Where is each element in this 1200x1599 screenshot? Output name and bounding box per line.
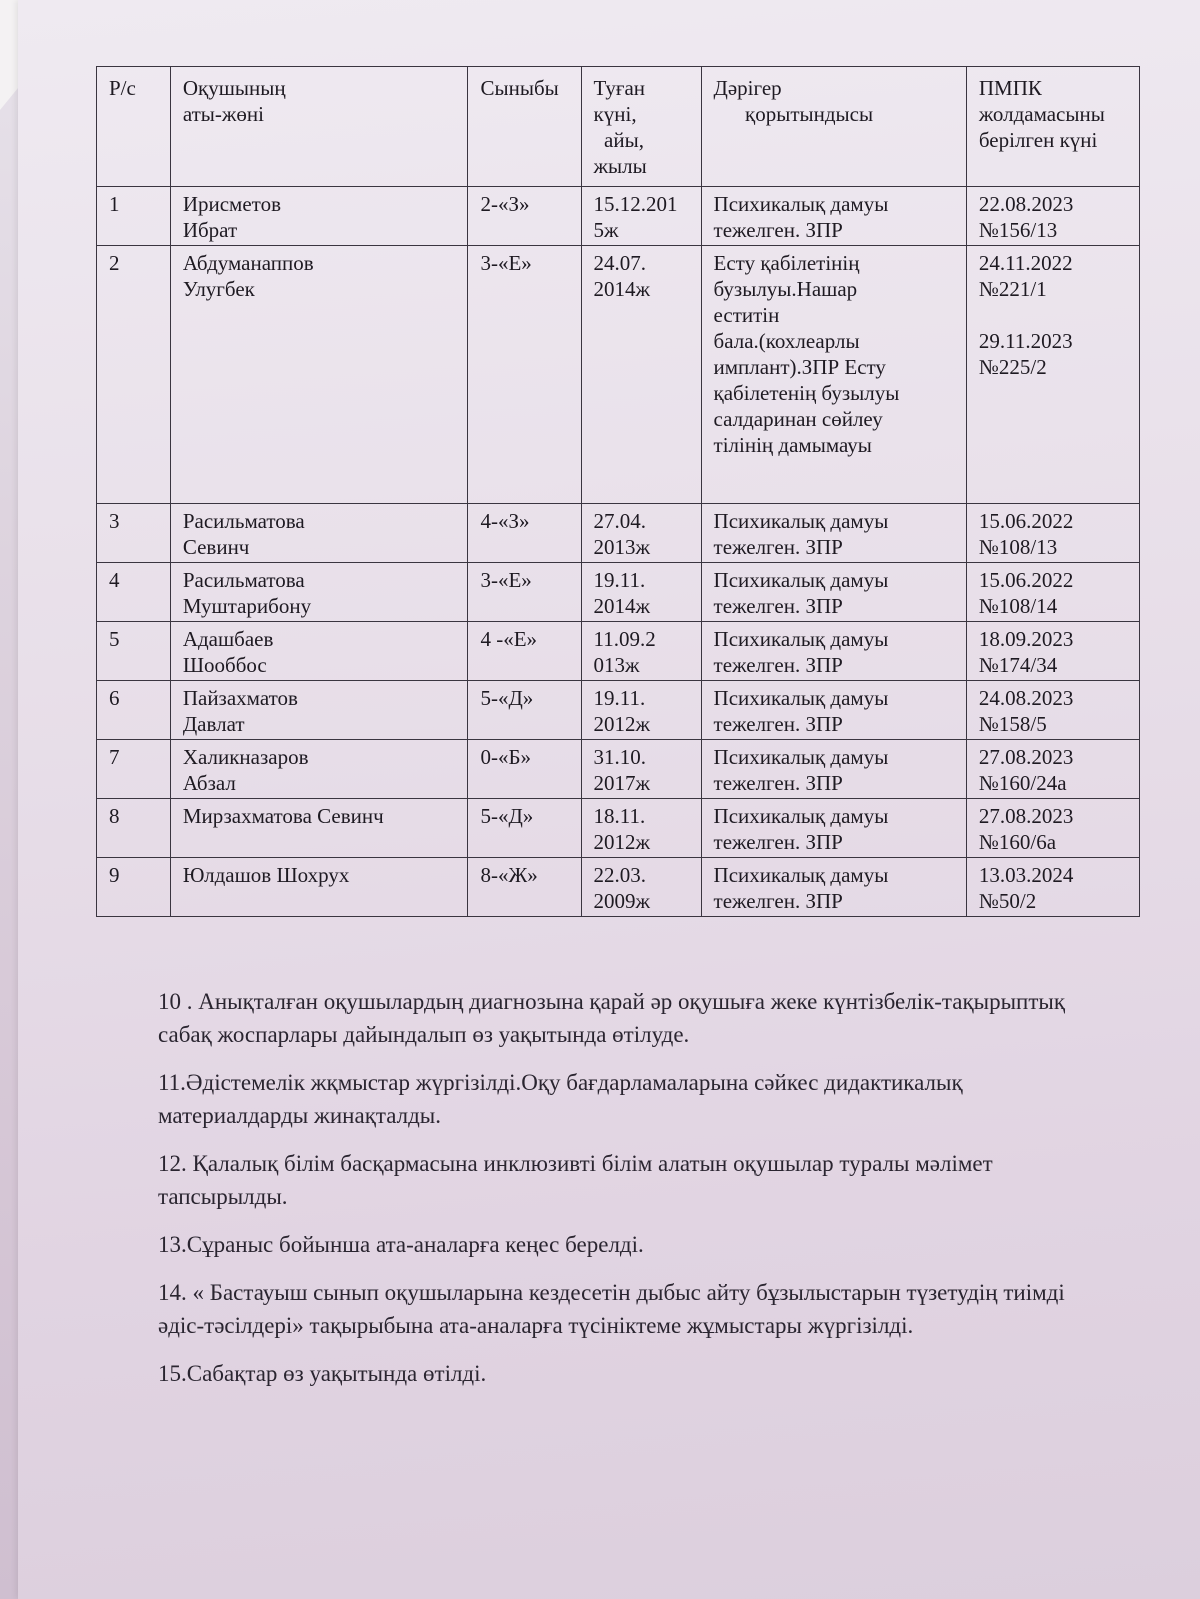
- student-name: Пайзахматов Давлат: [182, 686, 298, 736]
- table-body: [97, 187, 1140, 917]
- row-number: 8: [109, 804, 120, 828]
- student-name-cell: [170, 681, 468, 740]
- row-number: 4: [109, 568, 120, 592]
- pmpk-date: 24.08.2023 №158/5: [978, 686, 1074, 736]
- doctor-conclusion: Психикалық дамуы тежелген. ЗПР: [713, 192, 889, 242]
- pmpk-date: 27.08.2023 №160/6а: [978, 804, 1074, 854]
- report-paragraph: 12. Қалалық білім басқармасына инклюзивті білім алатын оқушылар туралы мәлімет тапсырылды.: [158, 1151, 993, 1209]
- doctor-conclusion: Психикалық дамуы тежелген. ЗПР: [713, 745, 889, 795]
- table-row: [97, 563, 1140, 622]
- row-number: 2: [109, 251, 120, 275]
- header-class: Сыныбы: [468, 67, 581, 187]
- row-number: 3: [109, 509, 120, 533]
- student-name-cell: [170, 187, 468, 246]
- student-name: Ирисметов Ибрат: [182, 192, 281, 242]
- student-class-cell: [468, 563, 581, 622]
- student-name-cell: [170, 799, 468, 858]
- doctor-conclusion-cell: [701, 187, 966, 246]
- row-number: 7: [109, 745, 120, 769]
- student-class-cell: [468, 740, 581, 799]
- student-name-cell: [170, 563, 468, 622]
- pmpk-date-cell: [966, 858, 1139, 917]
- student-class: 2-«З»: [480, 192, 530, 216]
- student-class: 5-«Д»: [480, 686, 534, 710]
- doctor-conclusion-cell: [701, 563, 966, 622]
- pmpk-date-cell: [966, 504, 1139, 563]
- doctor-conclusion-cell: [701, 740, 966, 799]
- table-row: [97, 681, 1140, 740]
- header-birth: Туған күні, айы, жылы: [581, 67, 701, 187]
- student-name: Абдуманаппов Улугбек: [182, 251, 314, 301]
- birth-date-cell: [581, 858, 701, 917]
- doctor-conclusion: Психикалық дамуы тежелген. ЗПР: [713, 627, 889, 677]
- birth-date-cell: [581, 681, 701, 740]
- header-no: Р/с: [97, 67, 171, 187]
- student-name-cell: [170, 504, 468, 563]
- header-diagnosis: Дәрігер қорытындысы: [701, 67, 966, 187]
- pmpk-date: 22.08.2023 №156/13: [978, 192, 1074, 242]
- row-number: 6: [109, 686, 120, 710]
- birth-date: 18.11. 2012ж: [593, 804, 651, 854]
- birth-date-cell: [581, 799, 701, 858]
- table-row: [97, 622, 1140, 681]
- student-class: 4-«З»: [480, 509, 530, 533]
- student-class: 3-«Е»: [480, 251, 532, 275]
- student-name-cell: [170, 246, 468, 504]
- doctor-conclusion-cell: [701, 246, 966, 504]
- birth-date: 27.04. 2013ж: [593, 509, 651, 559]
- pmpk-date: 24.11.2022 №221/1: [978, 251, 1073, 301]
- row-number: 9: [109, 863, 120, 887]
- birth-date-cell: [581, 563, 701, 622]
- birth-date-cell: [581, 622, 701, 681]
- student-name: Юлдашов Шохрух: [182, 863, 350, 887]
- pmpk-date-cell: [966, 187, 1139, 246]
- pmpk-spacer: [979, 302, 1129, 328]
- table-header: [97, 67, 1140, 187]
- doctor-conclusion-cell: [701, 681, 966, 740]
- pmpk-date: 15.06.2022 №108/13: [978, 509, 1074, 559]
- student-name: Адашбаев Шооббос: [182, 627, 274, 677]
- table-row: [97, 187, 1140, 246]
- student-name-cell: [170, 858, 468, 917]
- table-row: [97, 858, 1140, 917]
- birth-date-cell: [581, 246, 701, 504]
- birth-date-cell: [581, 504, 701, 563]
- row-number-cell: [97, 740, 171, 799]
- row-number-cell: [97, 799, 171, 858]
- report-paragraph: 14. « Бастауыш сынып оқушыларына кездесетін дыбыс айту бұзылыстарын түзетудің тиімді әдіс-тәсілдері» тақырыбына ата-аналарға түсініктеме жұмыстары жүргізілді.: [158, 1280, 1065, 1338]
- pmpk-date-cell: [966, 622, 1139, 681]
- doctor-conclusion: Есту қабілетінің бузылуы.Нашар еститін бала.(кохлеарлы имплант).ЗПР Есту қабілетенің бузылуы салдаринан сөйлеу тілінің дамымауы: [713, 251, 900, 457]
- student-class: 8-«Ж»: [480, 863, 538, 887]
- header-name: Оқушының аты-жөні: [170, 67, 468, 187]
- doctor-conclusion: Психикалық дамуы тежелген. ЗПР: [713, 863, 889, 913]
- table-row: [97, 740, 1140, 799]
- doctor-conclusion: Психикалық дамуы тежелген. ЗПР: [713, 568, 889, 618]
- student-class-cell: [468, 504, 581, 563]
- student-name-cell: [170, 740, 468, 799]
- report-paragraph: 13.Сұраныс бойынша ата-аналарға кеңес берелді.: [158, 1232, 644, 1257]
- pmpk-date: 13.03.2024 №50/2: [978, 863, 1074, 913]
- row-number-cell: [97, 681, 171, 740]
- student-class-cell: [468, 622, 581, 681]
- pmpk-date: 15.06.2022 №108/14: [978, 568, 1074, 618]
- pmpk-date-cell: [966, 246, 1139, 504]
- pmpk-date-cell: [966, 799, 1139, 858]
- birth-date: 22.03. 2009ж: [593, 863, 651, 913]
- pmpk-date-cell: [966, 740, 1139, 799]
- pmpk-date: 27.08.2023 №160/24а: [978, 745, 1074, 795]
- student-class-cell: [468, 858, 581, 917]
- report-paragraphs: [158, 985, 1108, 1405]
- pmpk-date-cell: [966, 563, 1139, 622]
- student-name: Расильматова Муштарибону: [182, 568, 312, 618]
- birth-date: 31.10. 2017ж: [593, 745, 651, 795]
- student-class: 4 -«Е»: [480, 627, 538, 651]
- student-name: Расильматова Севинч: [182, 509, 305, 559]
- birth-date: 19.11. 2012ж: [593, 686, 651, 736]
- student-name: Халикназаров Абзал: [182, 745, 309, 795]
- header-row: [97, 67, 1140, 187]
- student-name: Мирзахматова Севинч: [182, 804, 384, 828]
- birth-date: 11.09.2 013ж: [593, 627, 656, 677]
- doctor-conclusion-cell: [701, 799, 966, 858]
- row-number: 5: [109, 627, 120, 651]
- students-table: [96, 66, 1140, 917]
- doctor-conclusion: Психикалық дамуы тежелген. ЗПР: [713, 686, 889, 736]
- header-pmpk: ПМПК жолдамасыны берілген күні: [966, 67, 1139, 187]
- table-row: [97, 246, 1140, 504]
- table-row: [97, 799, 1140, 858]
- birth-date: 24.07. 2014ж: [593, 251, 651, 301]
- doctor-conclusion-cell: [701, 504, 966, 563]
- student-class-cell: [468, 187, 581, 246]
- student-name-cell: [170, 622, 468, 681]
- doctor-conclusion: Психикалық дамуы тежелген. ЗПР: [713, 509, 889, 559]
- report-paragraph: 15.Сабақтар өз уақытында өтілді.: [158, 1361, 487, 1386]
- student-class: 5-«Д»: [480, 804, 534, 828]
- table-row: [97, 504, 1140, 563]
- student-class: 3-«Е»: [480, 568, 532, 592]
- birth-date-cell: [581, 740, 701, 799]
- birth-date: 19.11. 2014ж: [593, 568, 651, 618]
- row-number-cell: [97, 504, 171, 563]
- row-number: 1: [109, 192, 120, 216]
- student-class-cell: [468, 799, 581, 858]
- doctor-conclusion-cell: [701, 858, 966, 917]
- row-number-cell: [97, 563, 171, 622]
- doctor-conclusion: Психикалық дамуы тежелген. ЗПР: [713, 804, 889, 854]
- student-class: 0-«Б»: [480, 745, 532, 769]
- pmpk-date-cell: [966, 681, 1139, 740]
- pmpk-date: 18.09.2023 №174/34: [978, 627, 1074, 677]
- student-class-cell: [468, 681, 581, 740]
- doctor-conclusion-cell: [701, 622, 966, 681]
- student-class-cell: [468, 246, 581, 504]
- birth-date-cell: [581, 187, 701, 246]
- report-paragraph: 10 . Анықталған оқушылардың диагнозына қарай әр оқушыға жеке күнтізбелік-тақырыптық сабақ жоспарлары дайындалып өз уақытында өтілуде.: [158, 989, 1066, 1047]
- pmpk-date-second: 29.11.2023 №225/2: [978, 329, 1073, 379]
- row-number-cell: [97, 187, 171, 246]
- row-number-cell: [97, 622, 171, 681]
- row-number-cell: [97, 246, 171, 504]
- birth-date: 15.12.201 5ж: [593, 192, 678, 242]
- row-number-cell: [97, 858, 171, 917]
- report-paragraph: 11.Әдістемелік жқмыстар жүргізілді.Оқу бағдарламаларына сәйкес дидактикалық материалдарды жинақталды.: [158, 1070, 963, 1128]
